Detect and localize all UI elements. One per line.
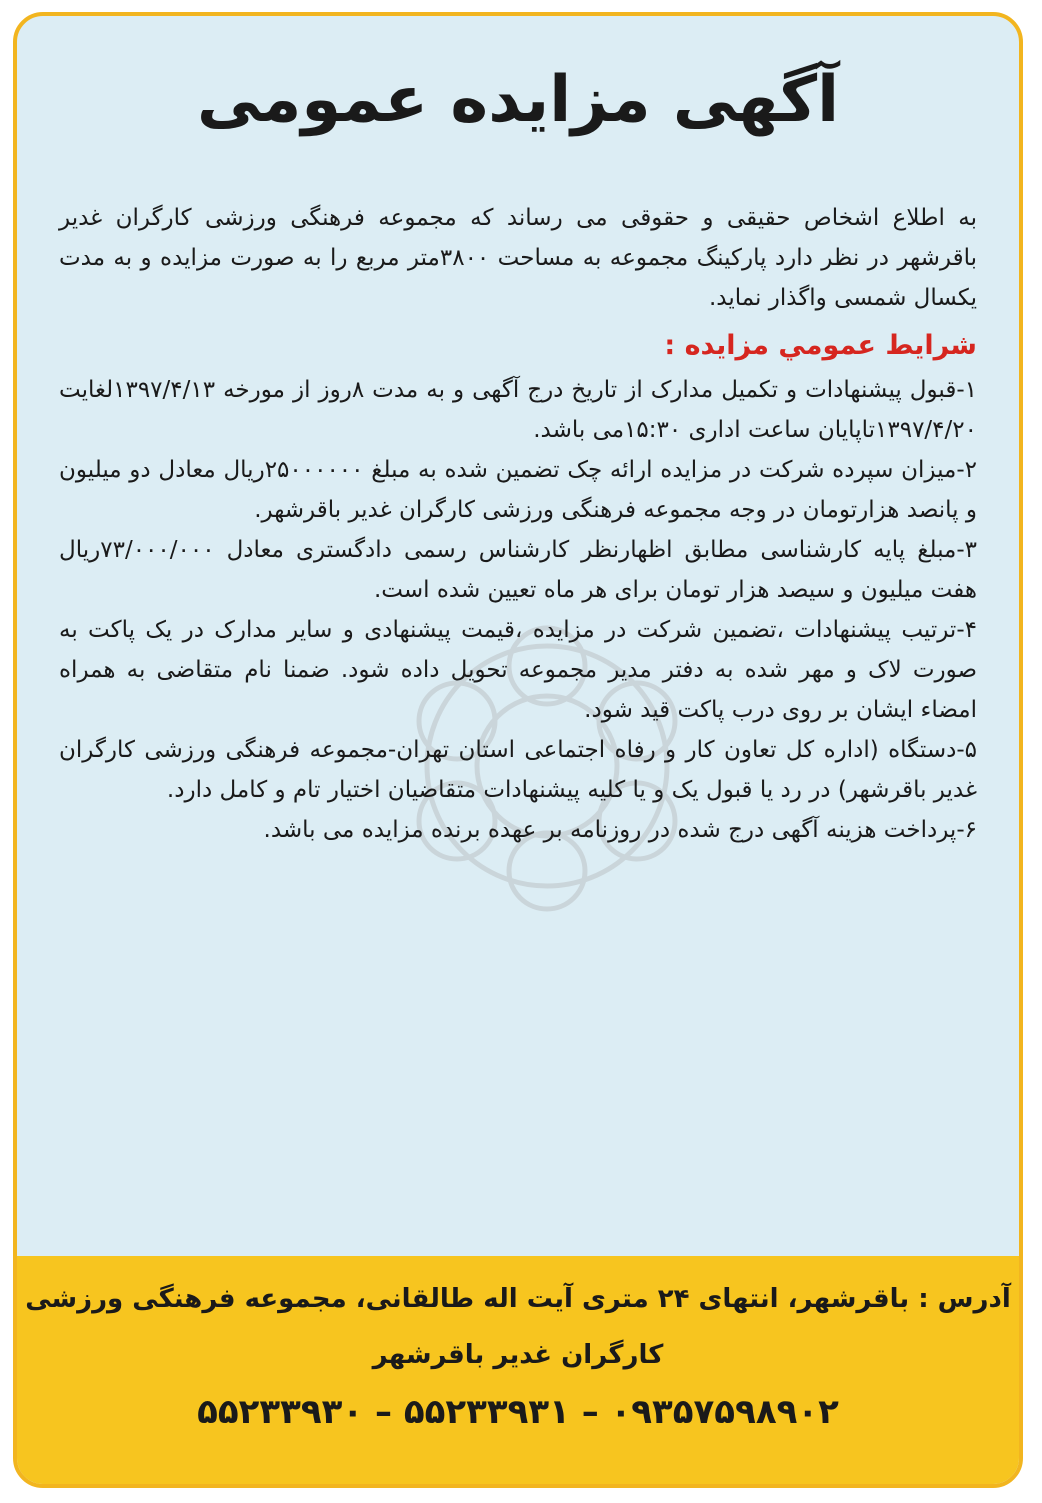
notice-body — [59, 198, 977, 850]
condition-item: ۲-میزان سپرده شرکت در مزایده ارائه چک تضمین شده به مبلغ ۲۵۰۰۰۰۰۰ریال معادل دو میلیون و پانصد هزارتومان در وجه مجموعه فرهنگی ورزشی کارگران غدیر باقرشهر. — [59, 457, 977, 523]
notice-intro: به اطلاع اشخاص حقیقی و حقوقی می رساند که مجموعه فرهنگی ورزشی کارگران غدیر باقرشهر در نظر دارد پارکینگ مجموعه به مساحت ۳۸۰۰متر مربع را به صورت مزایده و به مدت یکسال شمسی واگذار نماید. — [59, 205, 977, 311]
condition-item: ۱-قبول پیشنهادات و تکمیل مدارک از تاریخ درج آگهی و به مدت ۸روز از مورخه ۱۳۹۷/۴/۱۳لغایت ۱۳۹۷/۴/۲۰تاپایان ساعت اداری ۱۵:۳۰می باشد. — [59, 377, 977, 443]
conditions-heading: شرايط عمومي مزايده : — [664, 330, 977, 361]
condition-item: ۶-پرداخت هزینه آگهی درج شده در روزنامه بر عهده برنده مزایده می باشد. — [263, 817, 977, 843]
condition-item: ۳-مبلغ پایه کارشناسی مطابق اظهارنظر کارشناس رسمی دادگستری معادل ۷۳/۰۰۰/۰۰۰ریال هفت میلیون و سیصد هزار تومان برای هر ماه تعیین شده است. — [59, 537, 977, 603]
address-line-2: کارگران غدیر باقرشهر — [372, 1340, 664, 1370]
notice-frame — [13, 12, 1023, 1488]
notice-title: آگهی مزایده عمومی — [197, 63, 839, 137]
condition-item: ۴-ترتیب پیشنهادات ،تضمین شرکت در مزایده ،قیمت پیشنهادی و سایر مدارک در یک پاکت به صورت لاک و مهر شده به دفتر مدیر مجموعه تحویل داده شود. ضمنا نام متقاضی به همراه امضاء ایشان بر روی درب پاکت قید شود. — [59, 617, 977, 723]
phone-numbers: ۵۵۲۳۳۹۳۰ – ۵۵۲۳۳۹۳۱ – ۰۹۳۵۷۵۹۸۹۰۲ — [197, 1392, 839, 1432]
address-bar — [17, 1256, 1019, 1484]
address-line-1: آدرس : باقرشهر، انتهای ۲۴ متری آیت اله طالقانی، مجموعه فرهنگی ورزشی — [25, 1284, 1011, 1314]
condition-item: ۵-دستگاه (اداره کل تعاون کار و رفاه اجتماعی استان تهران-مجموعه فرهنگی ورزشی کارگران غدیر باقرشهر) در رد یا قبول یک و یا کلیه پیشنهادات متقاضیان اختیار تام و کامل دارد. — [59, 737, 977, 803]
